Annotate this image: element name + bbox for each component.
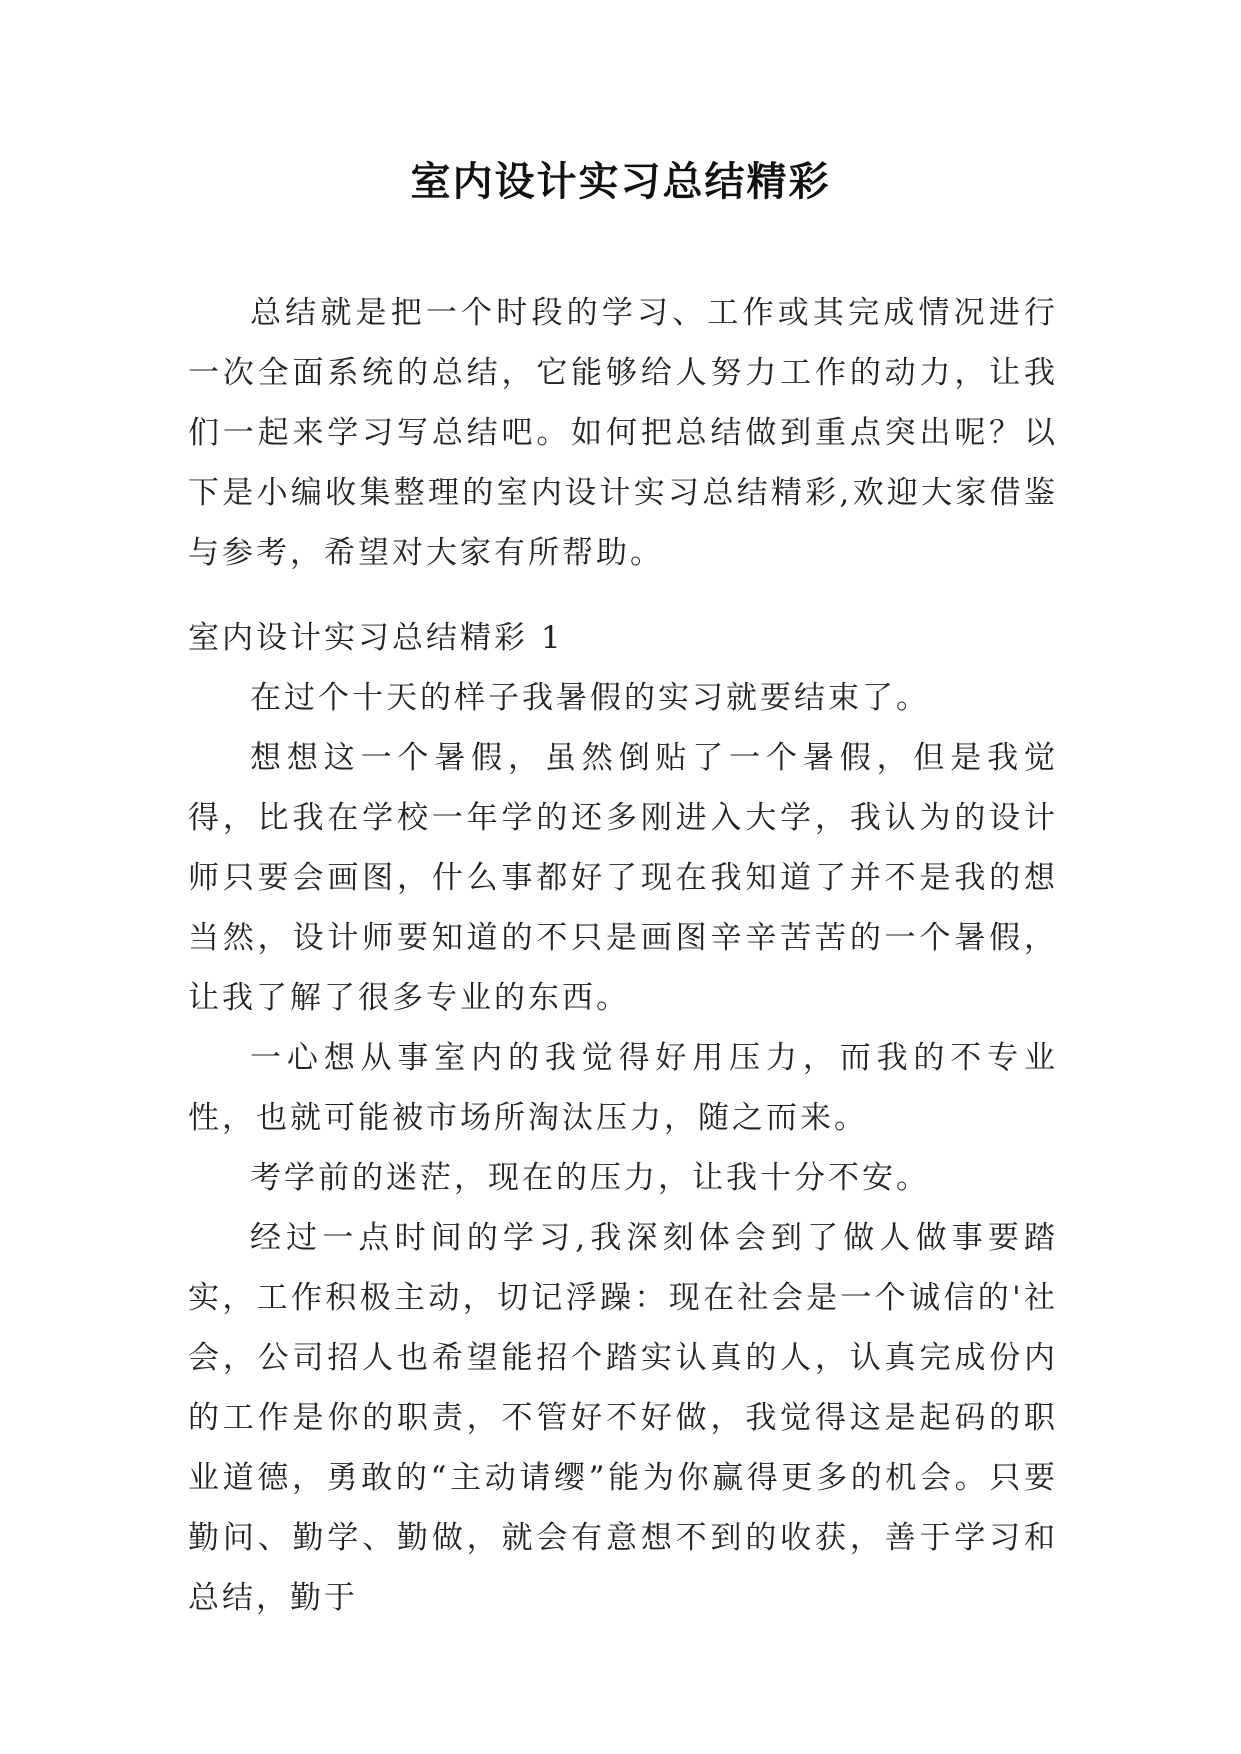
body-paragraph-3: 一心想从事室内的我觉得好用压力，而我的不专业性，也就可能被市场所淘汰压力，随之而来。 (188, 1040, 1058, 1136)
document-title: 室内设计实习总结精彩 (410, 158, 831, 205)
body-paragraph-5: 经过一点时间的学习,我深刻体会到了做人做事要踏实，工作积极主动，切记浮躁：现在社会是一个诚信的'社会，公司招人也希望能招个踏实认真的人，认真完成份内的工作是你的职责，不管好不好做，我觉得这是起码的职业道德，勇敢的“主动请缨”能为你赢得更多的机会。只要勤问、勤学、勤做，就会有意想不到的收获，善于学习和总结，勤于 (188, 1220, 1058, 1616)
intro-paragraph: 总结就是把一个时段的学习、工作或其完成情况进行一次全面系统的总结，它能够给人努力工作的动力，让我们一起来学习写总结吧。如何把总结做到重点突出呢？以下是小编收集整理的室内设计实习总结精彩,欢迎大家借鉴与参考，希望对大家有所帮助。 (188, 295, 1058, 571)
body-paragraph-2: 想想这一个暑假，虽然倒贴了一个暑假，但是我觉得，比我在学校一年学的还多刚进入大学，我认为的设计师只要会画图，什么事都好了现在我知道了并不是我的想当然，设计师要知道的不只是画图辛辛苦苦的一个暑假，让我了解了很多专业的东西。 (188, 740, 1058, 1016)
body-paragraph-1: 在过个十天的样子我暑假的实习就要结束了。 (250, 680, 930, 716)
section-heading: 室内设计实习总结精彩 1 (188, 620, 564, 656)
body-paragraph-4: 考学前的迷茫，现在的压力，让我十分不安。 (250, 1160, 930, 1196)
intro-block (188, 283, 1058, 583)
section-1 (188, 608, 1058, 1628)
